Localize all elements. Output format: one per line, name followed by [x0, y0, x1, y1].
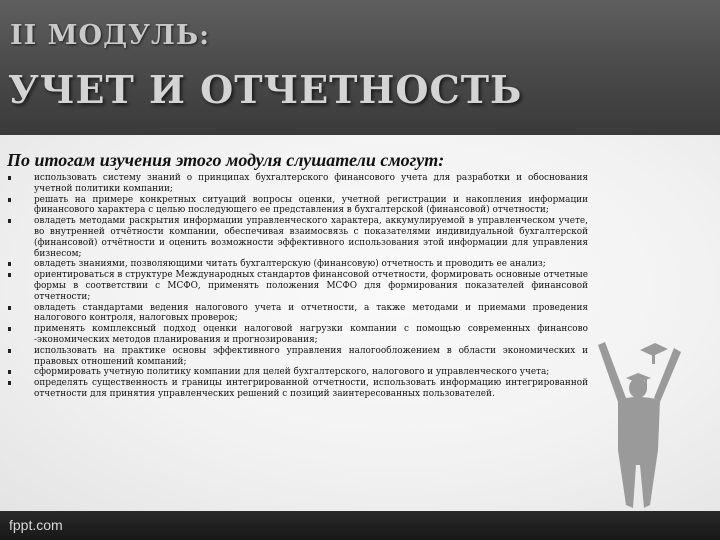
list-item — [8, 270, 588, 302]
subtitle: По итогам изучения этого модуля слушатели смогут: — [7, 150, 445, 170]
list-item-text: овладеть методами раскрытия информации управленческого характера, аккумулируемой в управленческом учете, во внутренней отчётности компании, обеспечивая взаимосвязь с показателями индивидуальной бухгалтерской (финансовой) отчётности и оценить возможности эффективного использования этой информации для управления бизнесом; — [34, 216, 588, 259]
bullet-icon — [8, 327, 11, 331]
list-item — [8, 378, 588, 400]
graduate-silhouette-icon — [588, 340, 688, 510]
list-item — [8, 216, 588, 259]
bullet-icon — [8, 370, 11, 374]
bullet-icon — [8, 273, 11, 277]
list-item — [8, 173, 588, 195]
footer-bar — [0, 511, 720, 540]
bullet-icon — [8, 262, 11, 266]
outcomes-list — [8, 173, 588, 400]
title-banner — [0, 0, 720, 135]
list-item-text: овладеть знаниями, позволяющими читать бухгалтерскую (финансовую) отчетность и проводить ее анализ; — [34, 259, 546, 270]
list-item-text: ориентироваться в структуре Международных стандартов финансовой отчетности, формировать основные отчетные формы в соответствии с МСФО, применять положения МСФО для формирования показателей финансовой отчетности; — [34, 270, 588, 302]
bullet-icon — [8, 219, 11, 223]
list-item — [8, 195, 588, 217]
bullet-icon — [8, 381, 11, 385]
list-item — [8, 346, 588, 368]
list-item — [8, 259, 588, 270]
list-item — [8, 324, 588, 346]
module-name-title: УЧЕТ И ОТЧЕТНОСТЬ — [8, 67, 523, 112]
bullet-icon — [8, 198, 11, 202]
list-item-text: определять существенность и границы интегрированной отчетности, использовать информацию интегрированной отчетности для принятия управленческих решений с позиций заинтересованных пользователей. — [34, 378, 588, 399]
module-number-title: II МОДУЛЬ: — [10, 20, 211, 51]
list-item-text: использовать систему знаний о принципах бухгалтерского финансового учета для разработки и обоснования учетной политики компании; — [34, 173, 588, 194]
footer-logo: fppt.com — [9, 517, 63, 533]
list-item — [8, 303, 588, 325]
list-item-text: использовать на практике основы эффективного управления налогообложением в области экономических и правовых отношений компаний; — [34, 345, 588, 367]
list-item-text: сформировать учетную политику компании для целей бухгалтерского, налогового и управленческого учета; — [34, 367, 550, 378]
list-item — [8, 367, 588, 378]
list-item-text: решать на примере конкретных ситуаций вопросы оценки, учетной регистрации и накопления информации финансового характера с целью последующего ее представления в бухгалтерской (финансовой) отчетности; — [34, 194, 588, 216]
bullet-icon — [8, 349, 11, 353]
bullet-icon — [8, 306, 11, 310]
list-item-text: применять комплексный подход оценки налоговой нагрузки компании с помощью современных финансово -экономических методов планирования и прогнозирования; — [34, 324, 588, 345]
list-item-text: овладеть стандартами ведения налогового учета и отчетности, а также методами и приемами проведения налогового контроля, налоговых проверок; — [34, 302, 588, 324]
bullet-icon — [8, 176, 11, 180]
